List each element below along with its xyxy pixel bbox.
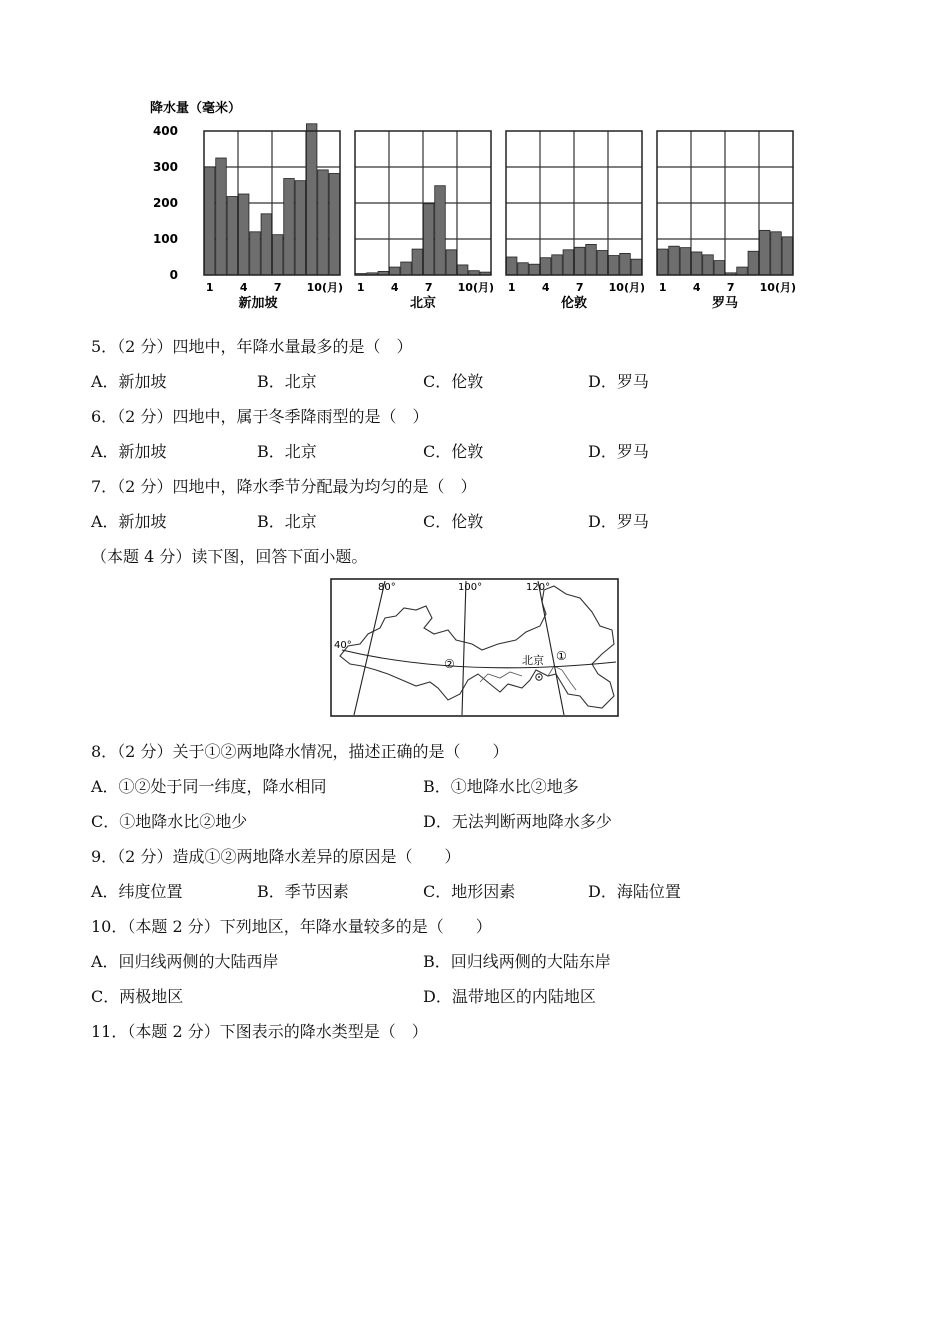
bar — [691, 252, 702, 275]
q6-option-b: B．北京 — [257, 442, 317, 461]
question-5-stem: 5．（2 分）四地中，年降水量最多的是（ ） — [91, 337, 413, 356]
bar — [563, 250, 574, 275]
bar — [216, 158, 227, 275]
x-tick-label: 7 — [273, 281, 282, 294]
q7-option-c: C．伦敦 — [423, 512, 484, 531]
bar — [782, 237, 793, 275]
lon-label-80: 80° — [378, 582, 396, 593]
bar — [759, 230, 770, 275]
q6-option-c: C．伦敦 — [423, 442, 484, 461]
q7-option-b: B．北京 — [257, 512, 317, 531]
precipitation-chart — [140, 95, 810, 317]
bar — [423, 204, 434, 275]
y-tick-label: 300 — [152, 160, 178, 174]
question-9-stem: 9．（2 分）造成①②两地降水差异的原因是（ ） — [91, 847, 461, 866]
q7-option-d: D．罗马 — [588, 512, 649, 531]
section-intro: （本题 4 分）读下图，回答下面小题。 — [91, 547, 368, 566]
bar — [457, 265, 468, 275]
bar — [306, 124, 317, 275]
q10-option-c: C．两极地区 — [91, 987, 184, 1006]
point-2-label: ② — [444, 657, 455, 671]
x-tick-label: 7 — [726, 281, 735, 294]
x-tick-label: 10(月) — [306, 281, 344, 294]
bar — [714, 261, 725, 275]
q9-option-a: A．纬度位置 — [91, 882, 183, 901]
panel-name: 新加坡 — [238, 296, 278, 311]
bar — [608, 256, 619, 275]
bar — [261, 214, 272, 275]
bar — [284, 179, 295, 275]
bar — [272, 235, 283, 275]
beijing-marker-dot — [538, 676, 540, 678]
y-tick-label: 100 — [152, 232, 178, 246]
bar — [401, 262, 412, 275]
bar — [540, 258, 551, 275]
bar — [771, 232, 782, 275]
bar — [620, 253, 631, 275]
bar — [238, 194, 249, 275]
bar — [748, 251, 759, 275]
panel-2 — [355, 131, 494, 311]
q10-option-d: D．温带地区的内陆地区 — [423, 987, 596, 1006]
q8-option-d: D．无法判断两地降水多少 — [423, 812, 612, 831]
x-tick-label: 1 — [205, 281, 214, 294]
y-axis-label: 降水量（毫米） — [150, 101, 242, 116]
q8-option-b: B．①地降水比②地多 — [423, 777, 579, 796]
x-tick-label: 1 — [507, 281, 516, 294]
q6-option-a: A．新加坡 — [91, 442, 167, 461]
panel-name: 罗马 — [711, 296, 739, 311]
bar — [597, 251, 608, 275]
question-11-stem: 11．（本题 2 分）下图表示的降水类型是（ ） — [91, 1022, 428, 1041]
x-tick-label: 4 — [692, 281, 701, 294]
q5-option-d: D．罗马 — [588, 372, 649, 391]
x-tick-label: 4 — [239, 281, 248, 294]
q5-option-a: A．新加坡 — [91, 372, 167, 391]
bar — [574, 247, 585, 275]
bar — [737, 267, 748, 275]
x-tick-label: 7 — [575, 281, 584, 294]
point-1-label: ① — [556, 649, 567, 663]
q7-option-a: A．新加坡 — [91, 512, 167, 531]
bar — [586, 244, 597, 275]
bar — [680, 248, 691, 275]
q8-option-c: C．①地降水比②地少 — [91, 812, 248, 831]
q5-option-c: C．伦敦 — [423, 372, 484, 391]
x-tick-label: 1 — [658, 281, 667, 294]
y-tick-label: 400 — [152, 124, 178, 138]
question-6-stem: 6．（2 分）四地中，属于冬季降雨型的是（ ） — [91, 407, 429, 426]
china-map — [330, 578, 620, 718]
bar — [703, 255, 714, 275]
panel-name: 北京 — [409, 296, 437, 311]
q9-option-b: B．季节因素 — [257, 882, 349, 901]
y-tick-label: 0 — [169, 268, 178, 282]
x-tick-label: 10(月) — [457, 281, 495, 294]
q10-option-b: B．回归线两侧的大陆东岸 — [423, 952, 611, 971]
x-tick-label: 10(月) — [608, 281, 646, 294]
question-8-stem: 8．（2 分）关于①②两地降水情况，描述正确的是（ ） — [91, 742, 509, 761]
bar — [631, 259, 642, 275]
y-tick-label: 200 — [152, 196, 178, 210]
panel-name: 伦敦 — [560, 296, 588, 311]
lon-label-100: 100° — [458, 582, 483, 593]
bar — [295, 181, 306, 275]
bar — [204, 167, 215, 275]
bar — [552, 255, 563, 275]
x-tick-label: 4 — [541, 281, 550, 294]
bar — [518, 263, 529, 275]
bar — [529, 264, 540, 275]
q10-option-a: A．回归线两侧的大陆西岸 — [91, 952, 279, 971]
x-tick-label: 1 — [356, 281, 365, 294]
beijing-label: 北京 — [522, 654, 544, 667]
bar — [389, 267, 400, 275]
bar — [669, 246, 680, 275]
lon-label-120: 120° — [526, 582, 551, 593]
bar — [435, 186, 446, 275]
x-tick-label: 4 — [390, 281, 399, 294]
q5-option-b: B．北京 — [257, 372, 317, 391]
x-tick-label: 7 — [424, 281, 433, 294]
question-10-stem: 10．（本题 2 分）下列地区，年降水量较多的是（ ） — [91, 917, 492, 936]
bar — [446, 250, 457, 275]
x-tick-label: 10(月) — [759, 281, 797, 294]
panel-4 — [657, 131, 796, 311]
bar — [318, 170, 329, 275]
bar — [412, 249, 423, 275]
lat-label-40: 40° — [334, 640, 352, 651]
bar — [657, 249, 668, 275]
question-7-stem: 7．（2 分）四地中，降水季节分配最为均匀的是（ ） — [91, 477, 477, 496]
bar — [227, 197, 238, 275]
bar — [506, 257, 517, 275]
q8-option-a: A．①②处于同一纬度，降水相同 — [91, 777, 327, 796]
q9-option-c: C．地形因素 — [423, 882, 516, 901]
panel-1 — [204, 124, 343, 311]
bar — [250, 232, 261, 275]
q9-option-d: D．海陆位置 — [588, 882, 681, 901]
q6-option-d: D．罗马 — [588, 442, 649, 461]
panel-3 — [506, 131, 645, 311]
bar — [329, 173, 340, 275]
